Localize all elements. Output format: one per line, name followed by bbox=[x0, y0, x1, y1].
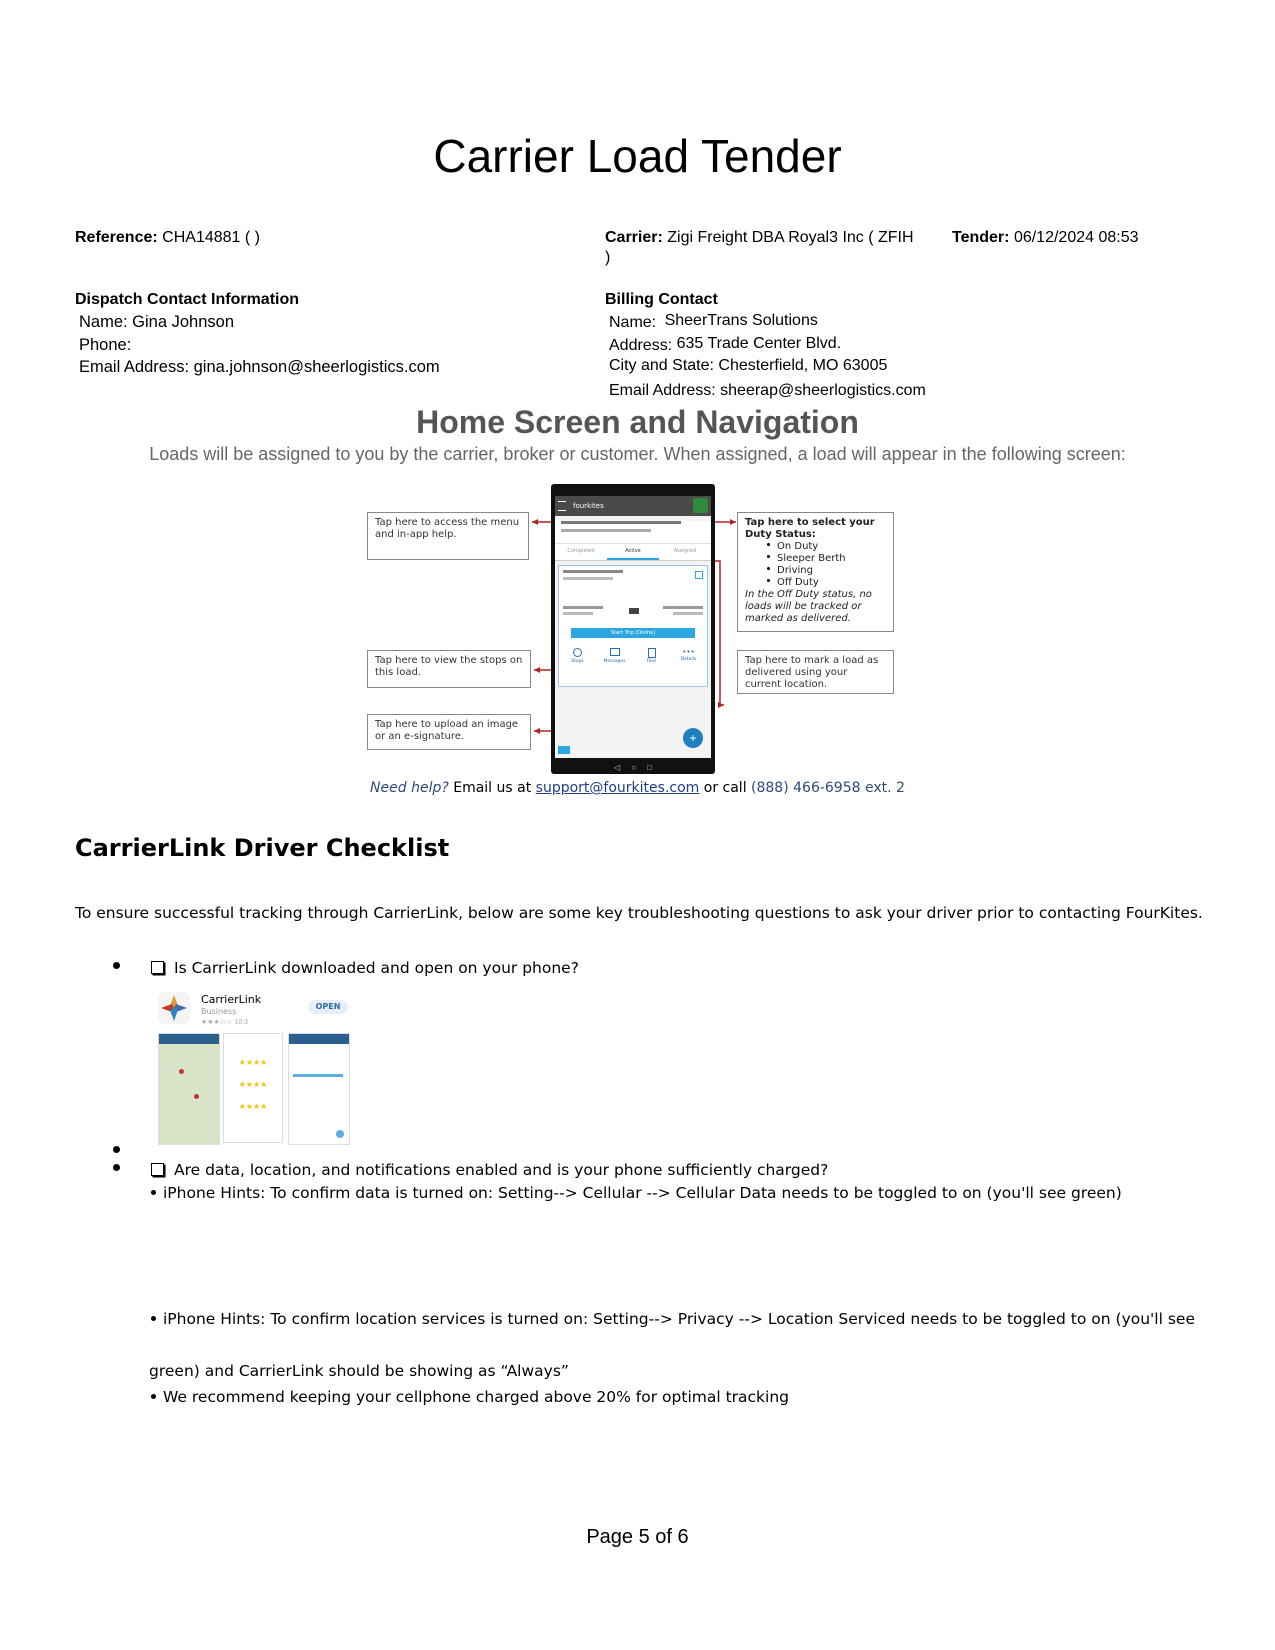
card-actions bbox=[559, 648, 707, 664]
billing-heading: Billing Contact bbox=[605, 291, 718, 308]
duty-item: Driving bbox=[767, 565, 886, 577]
app-header bbox=[555, 496, 711, 516]
app-name: CarrierLink bbox=[201, 993, 262, 1006]
dispatch-name: Name: Gina Johnson bbox=[79, 313, 235, 331]
checklist-intro: To ensure successful tracking through CarrierLink, below are some key troubleshooting questions to ask your driver prior to contacting FourKites. bbox=[75, 904, 1203, 922]
hint-location: iPhone Hints: To confirm location services is turned on: Setting--> Privacy --> Location Serviced needs to be toggled to on (you'll see bbox=[151, 1309, 1195, 1329]
files-action[interactable]: Files bbox=[633, 648, 670, 664]
more-icon: ••• bbox=[682, 648, 695, 656]
checklist-item-1 bbox=[151, 958, 579, 978]
details-action[interactable]: ••• Details bbox=[670, 648, 707, 664]
open-app-button[interactable]: OPEN bbox=[308, 1000, 348, 1014]
tab-active[interactable]: Active bbox=[607, 544, 659, 560]
messages-action[interactable]: Messages bbox=[596, 648, 633, 664]
status-chip bbox=[558, 746, 570, 754]
tab-assigned[interactable]: Assigned bbox=[673, 548, 697, 554]
duty-item: Off Duty bbox=[767, 577, 886, 589]
carrier-label: Carrier: bbox=[605, 229, 663, 246]
billing-address-value: 635 Trade Center Blvd. bbox=[676, 335, 842, 352]
tender-label: Tender: bbox=[952, 229, 1010, 246]
section-heading-navigation: Home Screen and Navigation bbox=[416, 404, 859, 440]
duty-item: Sleeper Berth bbox=[767, 553, 886, 565]
list-bullet bbox=[113, 1164, 120, 1171]
deliver-check-icon[interactable] bbox=[695, 571, 703, 579]
phone-screen bbox=[555, 496, 711, 758]
checkbox-icon[interactable] bbox=[151, 961, 164, 974]
need-help-text: Need help? bbox=[370, 780, 449, 796]
duty-item: On Duty bbox=[767, 541, 886, 553]
checklist-item-1-text: Is CarrierLink downloaded and open on your phone? bbox=[174, 959, 579, 977]
load-tabs bbox=[555, 544, 711, 561]
carrier-value: Zigi Freight DBA Royal3 Inc ( ZFIH bbox=[667, 229, 914, 246]
android-nav-bar: ◁ ○ □ bbox=[613, 763, 653, 772]
app-preview-settings bbox=[288, 1033, 350, 1145]
load-card bbox=[558, 565, 708, 687]
duty-status-icon[interactable] bbox=[693, 498, 708, 513]
list-bullet bbox=[113, 1146, 120, 1153]
section-subtitle: Loads will be assigned to you by the carrier, broker or customer. When assigned, a load will appear in the following screen: bbox=[149, 444, 1126, 464]
add-fab-icon[interactable]: + bbox=[683, 728, 703, 748]
message-icon bbox=[610, 648, 620, 656]
page-number: Page 5 of 6 bbox=[586, 1526, 689, 1548]
checklist-item-2 bbox=[151, 1160, 828, 1180]
dispatch-phone: Phone: bbox=[79, 336, 132, 354]
callout-duty-status bbox=[737, 512, 894, 632]
email-prefix: Email us at bbox=[453, 780, 532, 796]
carrierlink-logo-icon bbox=[158, 992, 190, 1024]
app-title: fourkites bbox=[573, 502, 604, 510]
list-bullet bbox=[113, 962, 120, 969]
hint-battery: We recommend keeping your cellphone charged above 20% for optimal tracking bbox=[151, 1387, 789, 1407]
tab-completed[interactable]: Completed bbox=[567, 548, 595, 554]
tender-value: 06/12/2024 08:53 bbox=[1013, 229, 1139, 246]
callout-menu: Tap here to access the menu and in-app help. bbox=[367, 512, 529, 560]
start-trip-button[interactable]: Start Trip (Online) bbox=[571, 628, 695, 638]
app-rating: ★★★☆☆ 10.3 bbox=[201, 1019, 248, 1026]
stops-action[interactable]: Stops bbox=[559, 648, 596, 664]
reference-value: CHA14881 ( ) bbox=[162, 229, 260, 246]
callout-deliver: Tap here to mark a load as delivered using your current location. bbox=[737, 650, 894, 694]
hint-data: iPhone Hints: To confirm data is turned on: Setting--> Cellular --> Cellular Data needs to be toggled to on (you'll see green) bbox=[151, 1183, 1122, 1203]
dispatch-email: Email Address: gina.johnson@sheerlogistics.com bbox=[79, 358, 440, 376]
billing-address-label: Address: bbox=[609, 337, 673, 354]
call-prefix: or call bbox=[703, 780, 747, 796]
app-preview-rating: ★★★★ ★★★★ ★★★★ bbox=[223, 1033, 283, 1143]
pin-icon bbox=[573, 648, 582, 657]
support-phone: (888) 466-6958 ext. 2 bbox=[751, 780, 905, 796]
callout-stops: Tap here to view the stops on this load. bbox=[367, 650, 531, 688]
duty-status-title: Tap here to select your Duty Status: bbox=[745, 517, 875, 540]
help-line bbox=[0, 779, 1275, 797]
checkbox-icon[interactable] bbox=[151, 1163, 164, 1176]
billing-email: Email Address: sheerap@sheerlogistics.com bbox=[609, 382, 926, 399]
billing-name-label: Name: bbox=[609, 314, 657, 331]
truck-icon bbox=[629, 608, 639, 614]
load-summary bbox=[555, 521, 711, 544]
document-title: Carrier Load Tender bbox=[433, 130, 842, 182]
checklist-item-2-text: Are data, location, and notifications enabled and is your phone sufficiently charged? bbox=[174, 1161, 829, 1179]
hint-location-cont: green) and CarrierLink should be showing as “Always” bbox=[149, 1362, 569, 1380]
duty-status-note: In the Off Duty status, no loads will be tracked or marked as delivered. bbox=[745, 589, 872, 624]
duty-status-list bbox=[745, 541, 886, 589]
phone-mockup bbox=[551, 484, 715, 774]
app-category: Business bbox=[201, 1007, 237, 1016]
reference-label: Reference: bbox=[75, 229, 158, 246]
callout-upload: Tap here to upload an image or an e-signature. bbox=[367, 714, 531, 750]
billing-city-state: City and State: Chesterfield, MO 63005 bbox=[609, 357, 888, 374]
app-preview-map bbox=[158, 1033, 220, 1145]
dispatch-heading: Dispatch Contact Information bbox=[75, 291, 300, 308]
app-store-screenshot bbox=[148, 985, 358, 1151]
carrier-value-cont: ) bbox=[605, 249, 611, 266]
billing-name-value: SheerTrans Solutions bbox=[664, 312, 818, 329]
file-icon bbox=[648, 648, 656, 658]
menu-icon[interactable] bbox=[558, 501, 566, 511]
support-email-link[interactable]: support@fourkites.com bbox=[535, 780, 700, 796]
checklist-title: CarrierLink Driver Checklist bbox=[75, 834, 450, 862]
